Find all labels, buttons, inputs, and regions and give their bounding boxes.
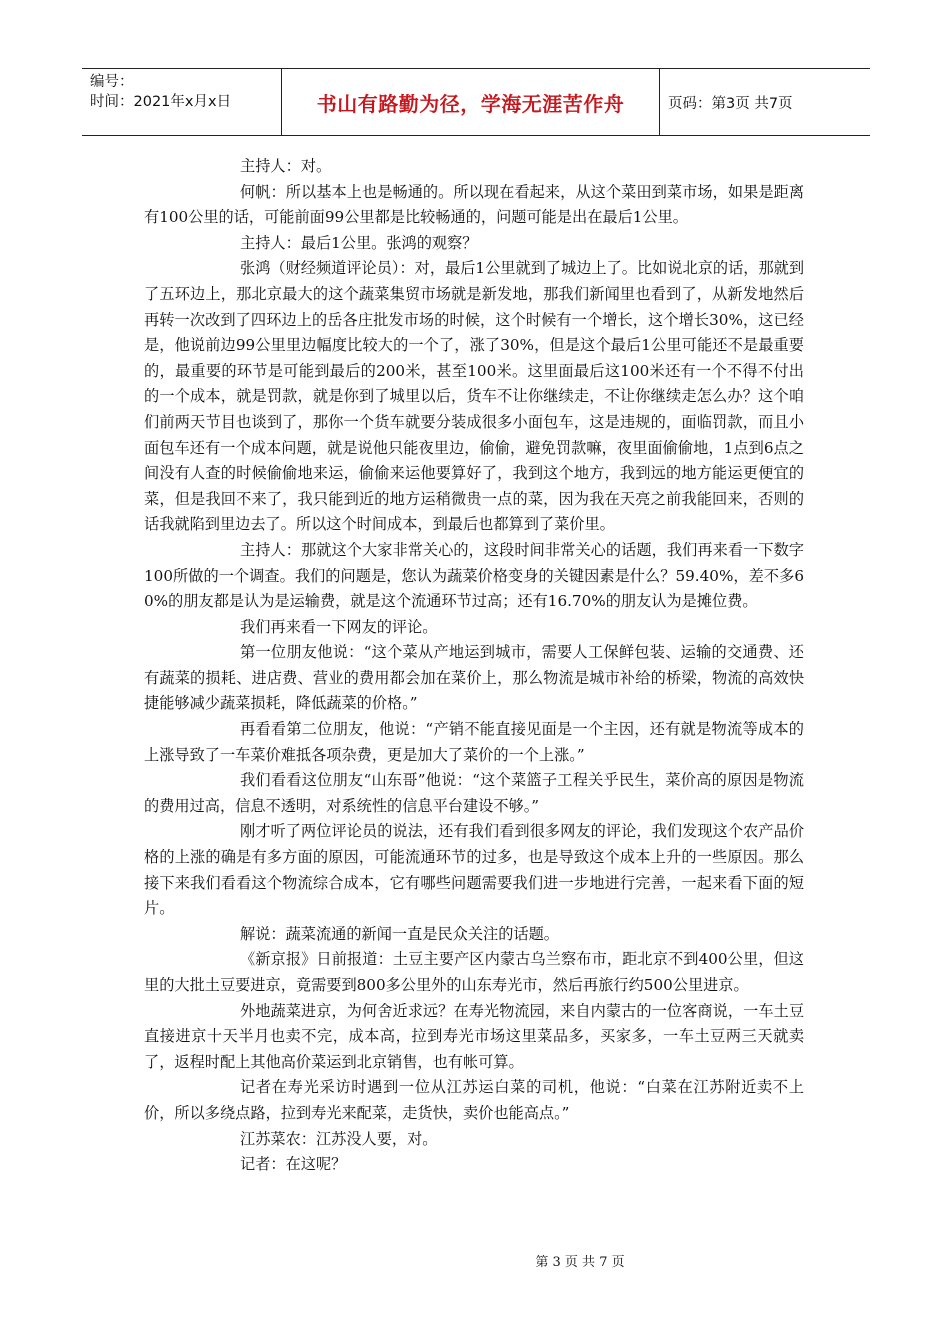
paragraph: 记者：在这呢？: [240, 1155, 347, 1174]
paragraph: 再看看第二位朋友，他说：“产销不能直接见面是一个主因，还有就是物流等成本的上涨导致了一车菜价难抵各项杂费，更是加大了菜价的一个上涨。”: [144, 720, 804, 764]
paragraph: 主持人：那就这个大家非常关心的，这段时间非常关心的话题，我们再来看一下数字100所做的一个调查。我们的问题是，您认为蔬菜价格变身的关键因素是什么？59.40%，差不多60%的朋友都是认为是运输费，就是这个流通环节过高；还有16.70%的朋友认为是摊位费。: [144, 540, 804, 611]
paragraph: 第一位朋友他说：“这个菜从产地运到城市，需要人工保鲜包装、运输的交通费、还有蔬菜的损耗、进店费、营业的费用都会加在菜价上，那么物流是城市补给的桥梁，物流的高效快捷能够减少蔬菜损耗，降低蔬菜的价格。”: [144, 643, 804, 713]
header-meta: [82, 69, 282, 135]
paragraph: 解说：蔬菜流通的新闻一直是民众关注的话题。: [240, 924, 559, 943]
page-footer: 第 3 页 共 7 页: [535, 1255, 625, 1270]
header-motto: 书山有路勤为径，学海无涯苦作舟: [316, 91, 625, 116]
header-page-info: 页码：第3页 共7页: [668, 95, 793, 112]
doc-number-label: 编号：: [90, 74, 134, 90]
paragraph: 我们看看这位朋友“山东哥”他说：“这个菜篮子工程关乎民生，菜价高的原因是物流的费用过高，信息不透明，对系统性的信息平台建设不够。”: [144, 771, 804, 815]
paragraph: 何帆：所以基本上也是畅通的。所以现在看起来，从这个菜田到菜市场，如果是距离有100公里的话，可能前面99公里都是比较畅通的，问题可能是出在最后1公里。: [144, 182, 804, 227]
paragraph: 主持人：最后1公里。张鸿的观察？: [240, 233, 478, 252]
paragraph: 张鸿（财经频道评论员）：对，最后1公里就到了城边上了。比如说北京的话，那就到了五环边上，那北京最大的这个蔬菜集贸市场就是新发地，那我们新闻里也看到了，从新发地然后再转一次改到了四环边上的岳各庄批发市场的时候，这个时候有一个增长，这个增长30%，这已经是，他说前边99公里里边幅度比较大的一个了，涨了30%，但是这个最后1公里可能还不是最重要的，最重要的环节是可能到最后的200米，甚至100米。这里面最后这100米还有一个不得不付出的一个成本，就是罚款，就是你到了城里以后，货车不让你继续走，不让你继续走怎么办？这个咱们前两天节目也谈到了，那你一个货车就要分装成很多小面包车，这是违规的，面临罚款，而且小面包车还有一个成本问题，就是说他只能夜里边，偷偷，避免罚款嘛，夜里面偷偷地，1点到6点之间没有人查的时候偷偷地来运，偷偷来运他要算好了，我到这个地方，我到远的地方能运更便宜的菜，但是我回不来了，我只能到近的地方运稍微贵一点的菜，因为我在天亮之前我能回来，否则的话我就陷到里边去了。所以这个时间成本，到最后也都算到了菜价里。: [144, 259, 805, 534]
paragraph: 外地蔬菜进京，为何舍近求远？在寿光物流园，来自内蒙古的一位客商说，一车土豆直接进京十天半月也卖不完，成本高，拉到寿光市场这里菜品多，买家多，一车土豆两三天就卖了，返程时配上其他高价菜运到北京销售，也有帐可算。: [144, 1001, 804, 1071]
paragraph: 刚才听了两位评论员的说法，还有我们看到很多网友的评论，我们发现这个农产品价格的上涨的确是有多方面的原因，可能流通环节的过多，也是导致这个成本上升的一些原因。那么接下来我们看看这个物流综合成本，它有哪些问题需要我们进一步地进行完善，一起来看下面的短片。: [144, 822, 804, 918]
header-page-cell: [660, 69, 870, 135]
paragraph: 我们再来看一下网友的评论。: [240, 617, 438, 636]
header-motto-cell: [282, 69, 660, 135]
paragraph: 记者在寿光采访时遇到一位从江苏运白菜的司机，他说：“白菜在江苏附近卖不上价，所以多绕点路，拉到寿光来配菜，走货快，卖价也能高点。”: [144, 1078, 804, 1122]
page-header: [82, 68, 870, 136]
paragraph: 江苏菜农：江苏没人要，对。: [240, 1129, 438, 1148]
doc-date-label: 时间：2021年x月x日: [90, 94, 232, 110]
document-body: [144, 154, 804, 1178]
paragraph: 主持人：对。: [240, 157, 332, 175]
paragraph: 《新京报》日前报道：土豆主要产区内蒙古乌兰察布市，距北京不到400公里，但这里的大批土豆要进京，竟需要到800多公里外的山东寿光市，然后再旅行约500公里进京。: [144, 950, 804, 994]
